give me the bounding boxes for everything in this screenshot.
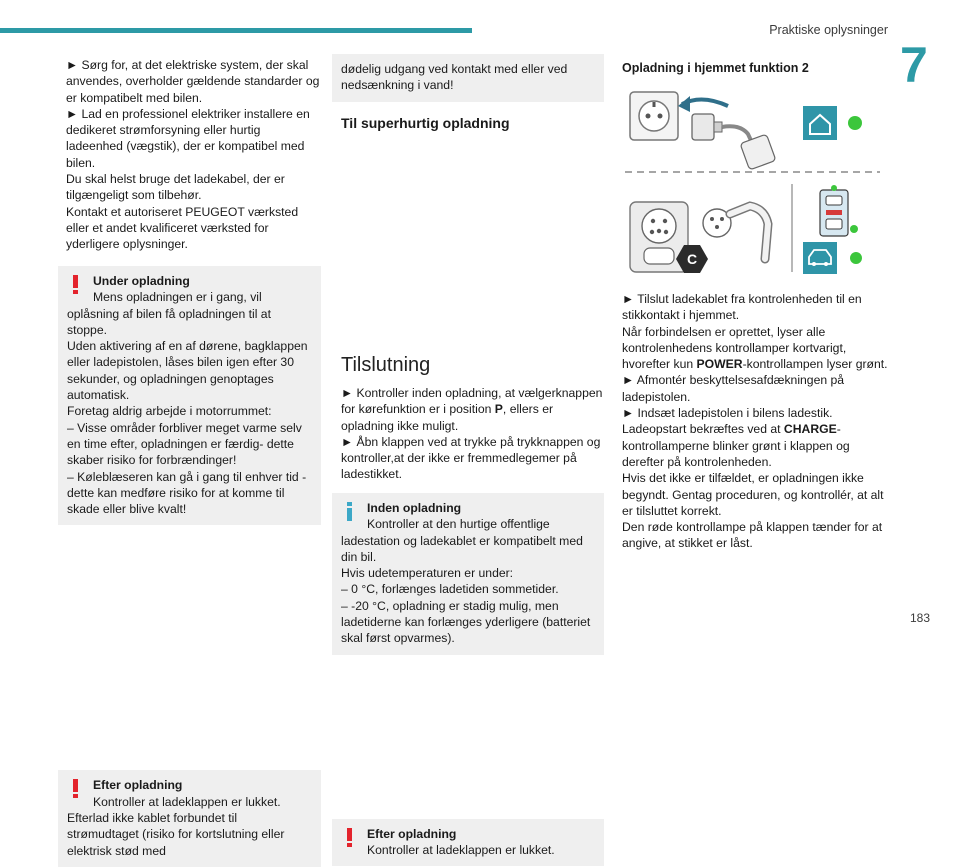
warning-text: Efterlad ikke kablet forbundet til strømudtaget (risiko for kortslutning eller elektrisk stød med [67, 811, 285, 858]
info-text: – 0 °C, forlænges ladetiden sommetider. [341, 582, 559, 597]
page-number: 183 [909, 611, 930, 625]
car-icon [803, 242, 837, 274]
warning-text: Kontroller at ladeklappen er lukket. [93, 794, 281, 809]
section-title: Praktiske oplysninger [769, 23, 888, 37]
warning-text: – Visse områder forbliver meget varme selv en time efter, opladningen er færdig- dette skaber risiko for forbrændinger! [67, 420, 302, 468]
column-2-body [341, 385, 607, 483]
paragraph: ► Afmontér beskyttelsesafdækningen på ladepistolen. [622, 373, 845, 404]
control-box-icon [692, 114, 776, 170]
green-lamp-icon [850, 252, 862, 264]
info-title: Inden opladning [367, 500, 462, 515]
chapter-number: 7 [900, 37, 928, 93]
paragraph: ► Tilslut ladekablet fra kontrolenheden til en stikkontakt i hjemmet. [622, 292, 862, 323]
warning-icon [347, 828, 353, 846]
heading-opladning-hjemme: Opladning i hjemmet funktion 2 [622, 61, 809, 75]
warning-title: Efter opladning [367, 826, 457, 841]
info-icon [347, 502, 353, 520]
warning-icon [73, 275, 79, 293]
green-lamp-icon [831, 185, 837, 191]
paragraph: Kontakt et autoriseret PEUGEOT værksted eller et andet kvalificeret værksted for yderligere oplysninger. [66, 204, 299, 252]
green-lamp-icon [848, 116, 862, 130]
paragraph: ► Lad en professionel elektriker installere en dedikeret strømforsyning eller hurtig ladeenhed (vægstik), der er kompatibel med bilen. [66, 106, 310, 170]
info-text: Hvis udetemperaturen er under: [341, 566, 514, 581]
warning-title: Under opladning [93, 274, 190, 288]
paragraph: ► Sørg for, at det elektriske system, der skal anvendes, overholder gældende standarder og er kompatibelt med bilen. [66, 58, 320, 105]
warning-text: oplåsning af bilen få opladningen til at stoppe. [67, 306, 271, 337]
warning-text: Kontroller at ladeklappen er lukket. [367, 842, 555, 857]
charge-lamp-panel-icon [820, 190, 848, 236]
warning-text: Foretag aldrig arbejde i motorrummet: [67, 404, 272, 419]
warning-box-under-opladning [58, 266, 321, 525]
svg-text:C: C [686, 251, 698, 267]
warning-text: – Køleblæseren kan gå i gang til enhver tid - dette kan medføre risiko for at komme til skade eller blive kvalt! [67, 469, 307, 517]
warning-title: Efter opladning [93, 778, 183, 793]
info-text: ladestation og ladekablet er kompatibelt med din bil. [341, 533, 583, 564]
home-icon [803, 106, 837, 140]
info-text: Kontroller at den hurtige offentlige [367, 517, 550, 532]
header-accent-bar [0, 28, 472, 33]
column-1 [66, 57, 320, 253]
charging-gun-icon [703, 206, 768, 259]
paragraph: ► Kontroller inden opladning, at vælgerknappen for kørefunktion er i position P, ellers er opladning ikke muligt. [341, 386, 603, 433]
paragraph: ► Åbn klappen ved at trykke på trykknappen og kontroller,at der ikke er fremmedlegemer på ladestikket. [341, 434, 601, 482]
warning-box-continued [332, 54, 604, 102]
heading-tilslutning: Tilslutning [341, 354, 431, 376]
paragraph: Du skal helst bruge det ladekabel, der er tilgængeligt som tilbehør. [66, 172, 285, 203]
info-text: – -20 °C, opladning er stadig mulig, men ladetiderne kan forlænges yderligere (batteriet skal først opvarmes). [341, 598, 591, 646]
warning-text: Uden aktivering af en af dørene, bagklappen eller ladepistolen, låses bilen igen efter 30 sekunder, og opladningen genoptages automatisk. [67, 339, 308, 403]
warning-icon [73, 779, 79, 797]
column-3-body [622, 291, 894, 552]
paragraph: ► Indsæt ladepistolen i bilens ladestik. Ladeopstart bekræftes ved at CHARGE-kontrollamperne blinker grønt i klappen og derefter på kontrolenheden. [622, 406, 850, 469]
warning-box-efter-opladning [58, 770, 321, 866]
wall-socket-icon [630, 92, 678, 140]
heading-superhurtig: Til superhurtig opladning [341, 115, 510, 131]
warning-box-efter-opladning-2 [332, 819, 604, 867]
info-box-inden-opladning [332, 493, 604, 655]
paragraph: Når forbindelsen er oprettet, lyser alle kontrolenhedens kontrollamper kortvarigt, hvorefter kun POWER-kontrollampen lyser grønt. [622, 324, 888, 372]
charging-illustration [620, 84, 885, 284]
warning-text: dødelig udgang ved kontakt med eller ved nedsænkning i vand! [341, 62, 568, 93]
paragraph: Hvis det ikke er tilfældet, er opladningen ikke begyndt. Gentag proceduren, og kontrollér, at alt er tilsluttet korrekt. [622, 471, 884, 518]
paragraph: Den røde kontrollampe på klappen tænder for at angive, at stikket er låst. [622, 520, 883, 551]
green-lamp-icon [850, 225, 858, 233]
warning-text: Mens opladningen er i gang, vil [93, 290, 262, 305]
